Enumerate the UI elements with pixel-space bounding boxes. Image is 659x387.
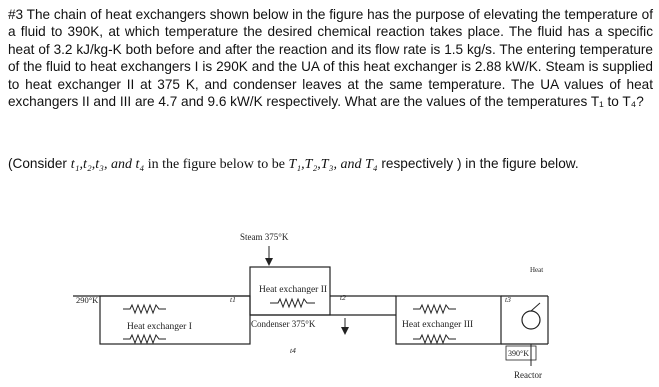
consider-vars-lower: t₁,t₂,t₃, and t₄ bbox=[70, 157, 145, 172]
t3-label: t3 bbox=[505, 295, 511, 304]
condenser-label: Condenser 375°K bbox=[251, 319, 316, 329]
steam-label: Steam 375°K bbox=[240, 232, 289, 242]
problem-text: #3 The chain of heat exchangers shown below in the figure has the purpose of elevating the temperature of a fluid to 390K, at which temperature the desired chemical reaction takes place. The fluid has a specific heat of 3.2 kJ/kg-K both before and after the reaction and its flow rate is 1.5 kg/s. The entering temperature of the fluid to heat exchangers I is 290K and the UA of this heat exchanger is 2.88 kW/K. Steam is supplied to heat exchanger II at 375 K, and condenser leaves at the same temperature. The UA values of heat exchangers II and III are 4.7 and 9.6 kW/K respectively. What are the values of the temperatures T₁ to T₄? bbox=[8, 7, 653, 110]
hx3-label: Heat exchanger III bbox=[402, 320, 474, 330]
hx1-coil-top bbox=[123, 305, 166, 313]
consider-mid: in the figure below to be bbox=[144, 157, 289, 172]
consider-prefix: (Consider bbox=[8, 156, 71, 171]
t2-label: t2 bbox=[340, 293, 346, 302]
reactor-pump-icon bbox=[522, 311, 540, 329]
reactor-temp-label: 390°K bbox=[508, 349, 529, 358]
t1-label: t1 bbox=[230, 295, 236, 304]
reactor-pump-tick bbox=[531, 303, 540, 311]
consider-suffix: respectively ) in the figure below. bbox=[377, 156, 579, 171]
hx3-coil-top bbox=[413, 305, 456, 313]
t4-label: t4 bbox=[290, 346, 296, 355]
condenser-arrow-head bbox=[341, 327, 349, 335]
consider-vars-upper: T₁,T₂,T₃, and T₄ bbox=[288, 157, 378, 172]
hx1-label: Heat exchanger I bbox=[127, 322, 192, 332]
heat-label: Heat bbox=[530, 266, 544, 274]
inlet-temp-label: 290°K bbox=[76, 295, 99, 305]
hx1-coil-bottom bbox=[123, 335, 166, 343]
steam-arrow-head bbox=[265, 258, 273, 266]
hx3-coil-bottom bbox=[413, 335, 456, 343]
reactor-label: Reactor bbox=[514, 370, 542, 380]
hx2-coil bbox=[270, 299, 315, 307]
hx1-box bbox=[100, 296, 250, 344]
hx2-label: Heat exchanger II bbox=[259, 285, 328, 295]
